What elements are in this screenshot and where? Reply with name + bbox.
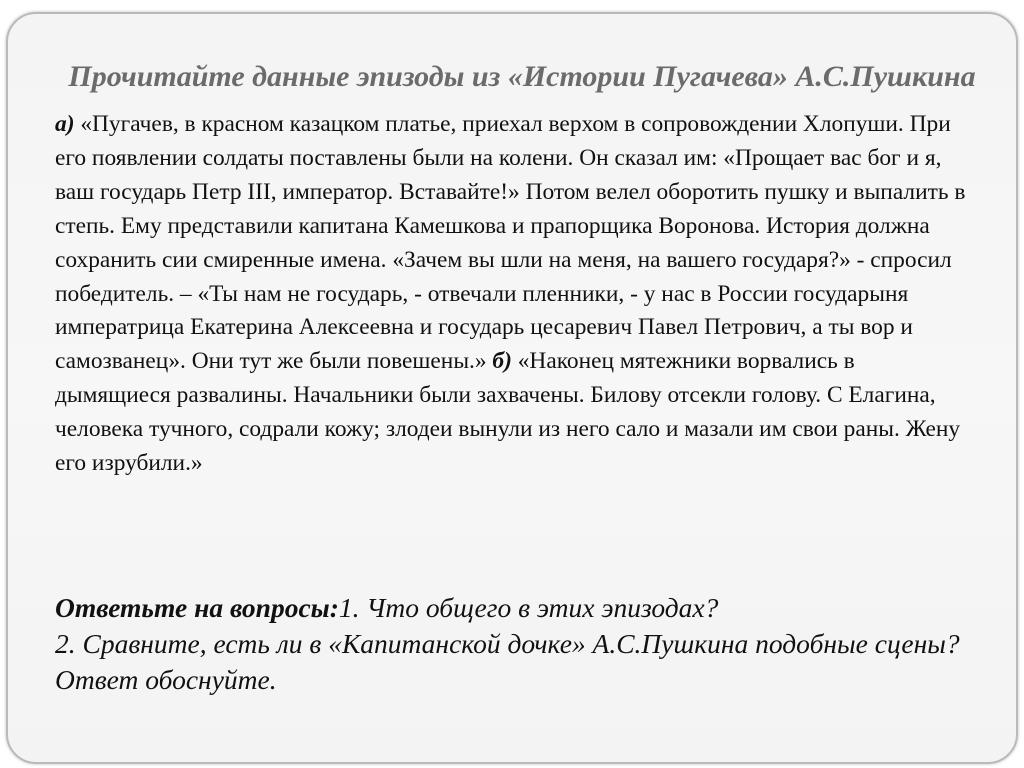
episodes-text <box>55 108 975 481</box>
episode-b-label: б) <box>492 348 512 375</box>
questions-heading: Ответьте на вопросы: <box>55 592 339 623</box>
episode-a-text: «Пугачев, в красном казацком платье, приехал верхом в сопровождении Хлопуши. При его появлении солдаты поставлены были на колени. Он сказал им: «Прощает вас бог и я, ваш государь Петр III, император. Вставайте!» Потом велел оборотить пушку и выпалить в степь. Ему представили капитана Камешкова и прапорщика Воронова. История должна сохранить сии смиренные имена. «Зачем вы шли на меня, на вашего государя?» - спросил победитель. – «Ты нам не государь, - отвечали пленники, - у нас в России государыня императрица Екатерина Алексеевна и государь цесаревич Павел Петрович, а ты вор и самозванец». Они тут же были повешены.» <box>55 111 966 375</box>
slide-title: Прочитайте данные эпизоды из «Истории Пугачева» А.С.Пушкина <box>68 60 976 93</box>
question-1: 1. Что общего в этих эпизодах? <box>338 592 719 623</box>
episode-b-text: «Наконец мятежники ворвались в дымящиеся развалины. Начальники были захвачены. Билову отсекли голову. С Елагина, человека тучного, содрали кожу; злодеи вынули из него сало и мазали им свои раны. Жену его изрубили.» <box>55 348 961 477</box>
question-2: 2. Сравните, есть ли в «Капитанской дочке» А.С.Пушкина подобные сцены? Ответ обоснуйте. <box>55 628 960 695</box>
episode-a-label: а) <box>55 111 75 137</box>
questions-block <box>55 590 985 698</box>
